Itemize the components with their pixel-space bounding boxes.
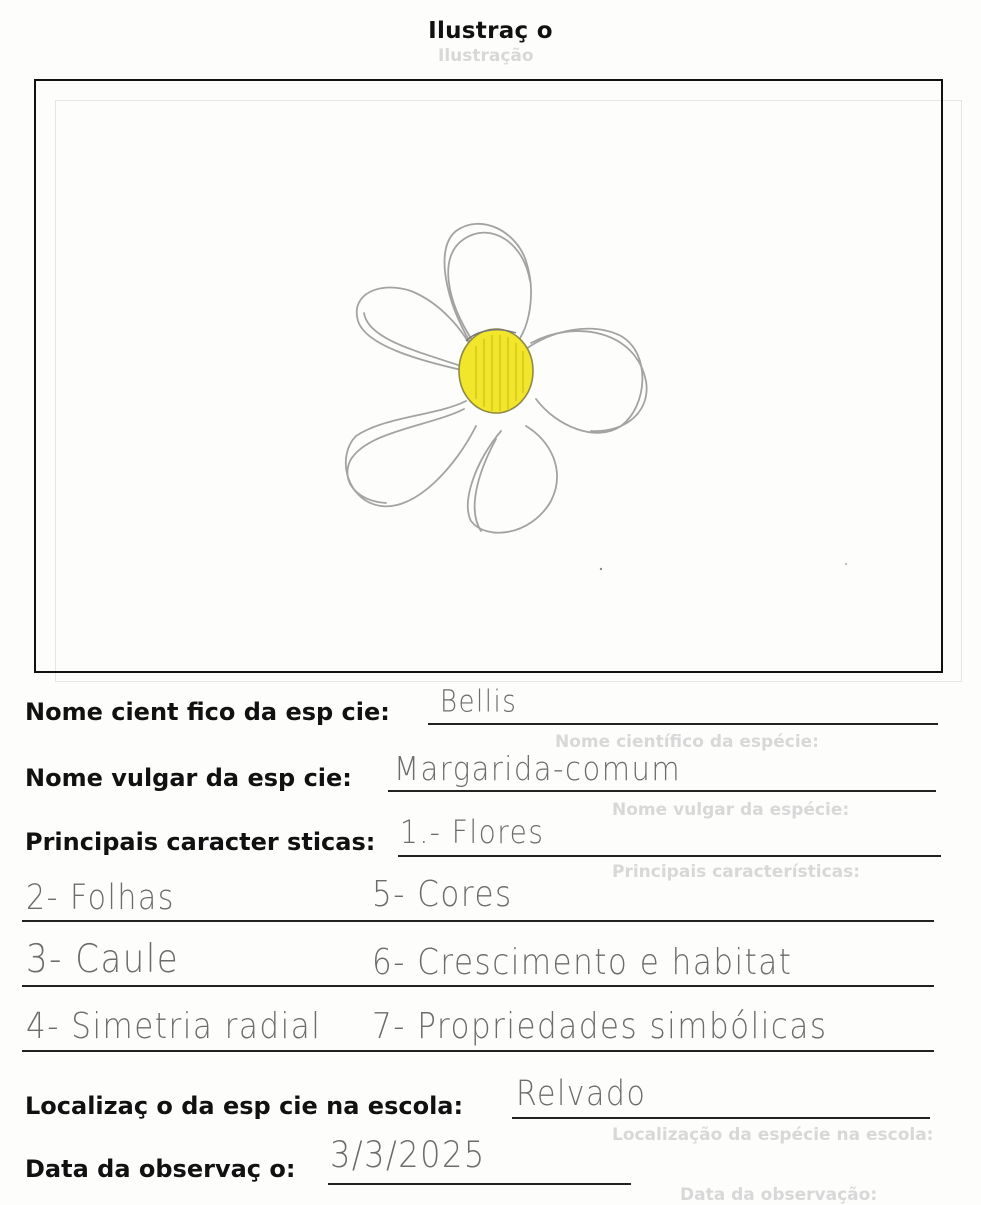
bleed-through-text: Nome vulgar da espécie: xyxy=(612,800,850,820)
date-value[interactable]: 3/3/2025 xyxy=(330,1132,486,1177)
characteristics-label: Principais caracter sticas: xyxy=(25,828,376,856)
characteristics-line xyxy=(22,985,934,987)
common-name-label: Nome vulgar da esp cie: xyxy=(25,764,352,792)
scientific-name-line xyxy=(428,723,938,725)
bleed-through-text: Principais características: xyxy=(612,862,861,882)
location-line xyxy=(512,1117,930,1119)
date-label: Data da observaç o: xyxy=(25,1155,296,1183)
bleed-through-text: Nome científico da espécie: xyxy=(555,732,819,752)
date-line xyxy=(328,1183,631,1185)
section-title: Ilustraç o xyxy=(428,18,553,44)
characteristic-item[interactable]: 7- Propriedades simbólicas xyxy=(372,1005,828,1048)
characteristic-item[interactable]: 4- Simetria radial xyxy=(26,1005,322,1048)
characteristics-line xyxy=(398,855,941,857)
illustration-frame xyxy=(34,79,943,673)
scientific-name-label: Nome cient fico da esp cie: xyxy=(25,698,390,726)
bleed-through-text: Localização da espécie na escola: xyxy=(612,1125,934,1145)
bleed-through-text: Ilustração xyxy=(438,46,534,66)
scientific-name-value[interactable]: Bellis xyxy=(440,685,518,720)
common-name-line xyxy=(388,790,936,792)
characteristic-item[interactable]: 5- Cores xyxy=(372,873,513,916)
characteristic-item[interactable]: 1.- Flores xyxy=(400,812,545,851)
characteristic-item[interactable]: 3- Caule xyxy=(26,936,180,983)
characteristic-item[interactable]: 2- Folhas xyxy=(26,877,175,918)
location-value[interactable]: Relvado xyxy=(516,1073,647,1114)
bleed-through-text: Data da observação: xyxy=(680,1185,878,1205)
characteristics-line xyxy=(22,1050,934,1052)
location-label: Localizaç o da esp cie na escola: xyxy=(25,1092,464,1120)
characteristic-item[interactable]: 6- Crescimento e habitat xyxy=(372,941,793,984)
daisy-flower-drawing-icon xyxy=(36,81,941,671)
characteristics-line xyxy=(22,920,934,922)
common-name-value[interactable]: Margarida-comum xyxy=(394,748,682,788)
